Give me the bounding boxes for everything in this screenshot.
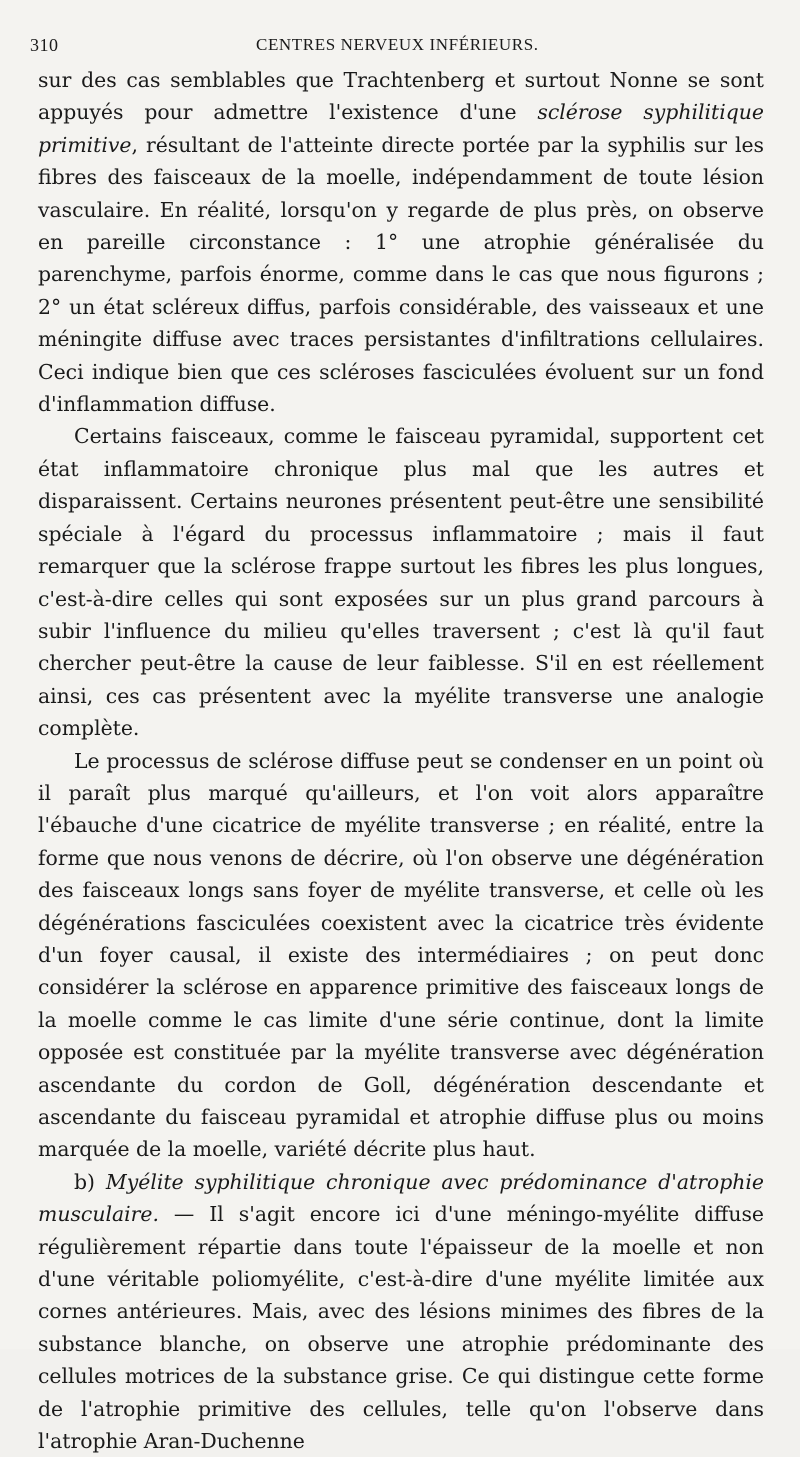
paragraph-3: Le processus de sclérose diffuse peut se condenser en un point où il paraît plus marqué qu'ailleurs, et l'on voit alors apparaître l'ébauche d'une cicatrice de myélite transverse ; en réalité, entre la forme que nous venons de décrire, où l'on observe une dégénération des faisceaux longs sans foyer de myélite transverse, et celle où les dégénérations fasciculées coexistent avec la cicatrice très évidente d'un foyer causal, il existe des intermédiaires ; on peut donc considérer la sclérose en apparence primitive des faisceaux longs de la moelle comme le cas limite d'une série continue, dont la limite opposée est constituée par la myélite transverse avec dégénération ascendante du cordon de Goll, dégénération descendante et ascendante du faisceau pyramidal et atrophie diffuse plus ou moins marquée de la moelle, variété décrite plus haut. (38, 748, 764, 1162)
paragraph-2: Certains faisceaux, comme le faisceau pyramidal, supportent cet état inflammatoire chronique plus mal que les autres et disparaissent. Certains neurones présentent peut-être une sensibilité spéciale à l'égard du processus inflammatoire ; mais il faut remarquer que la sclérose frappe surtout les fibres les plus longues, c'est-à-dire celles qui sont exposées sur un plus grand parcours à subir l'influence du milieu qu'elles traversent ; c'est là qu'il faut chercher peut-être la cause de leur faiblesse. S'il en est réellement ainsi, ces cas présentent avec la myélite transverse une analogie complète. (38, 424, 764, 741)
paragraph-1-text-after: , résultant de l'atteinte directe portée par la syphilis sur les fibres des faisceaux de la moelle, indépendamment de toute lésion vasculaire. En réalité, lorsqu'on y regarde de plus près, on observe en pareille circonstance : 1° une atrophie généralisée du parenchyme, parfois énorme, comme dans le cas que nous figurons ; 2° un état scléreux diffus, parfois considérable, des vaisseaux et une méningite diffuse avec traces persistantes d'infiltrations cellulaires. Ceci indique bien que ces scléroses fasciculées évoluent sur un fond d'inflammation diffuse. (38, 132, 764, 417)
running-title: CENTRES NERVEUX INFÉRIEURS. (256, 35, 539, 54)
section-heading: Myélite syphilitique chronique avec prédominance d'atrophie musculaire. (38, 1169, 764, 1227)
paragraph-4 (38, 1166, 764, 1457)
paragraph-1 (38, 64, 764, 420)
section-marker: b) (74, 1169, 106, 1194)
body-text (38, 64, 764, 1457)
paragraph-1-emphasis: sclérose syphilitique primitive (38, 100, 764, 157)
page-number: 310 (30, 35, 59, 55)
page-header (30, 33, 764, 57)
paragraph-1-text-before: sur des cas semblables que Trachtenberg et surtout Nonne se sont appuyés pour admettre l'existence d'une (38, 68, 764, 125)
paragraph-4-text: — Il s'agit encore ici d'une méningo-myélite diffuse régulièrement répartie dans toute l'épaisseur de la moelle et non d'une véritable poliomyélite, c'est-à-dire d'une myélite limitée aux cornes antérieures. Mais, avec des lésions minimes des fibres de la substance blanche, on observe une atrophie prédominante des cellules motrices de la substance grise. Ce qui distingue cette forme de l'atrophie primitive des cellules, telle qu'on l'observe dans l'atrophie Aran-Duchenne (38, 1202, 764, 1454)
